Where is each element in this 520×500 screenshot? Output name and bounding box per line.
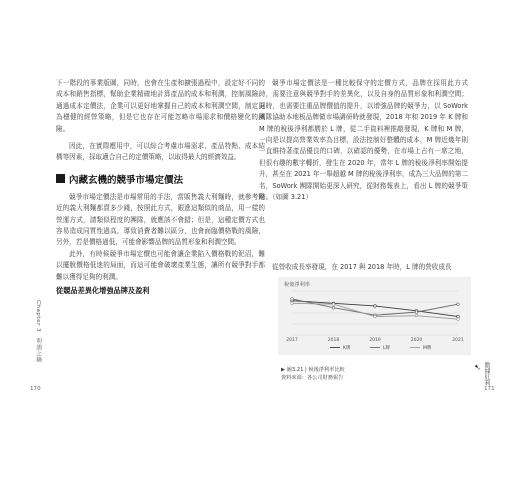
x-tick-label: 2017 (286, 338, 298, 343)
chart-caption-source: 資料來源：各公司財務報告 (281, 375, 344, 381)
left-paragraph-2: 因此，在實際應用中，可以綜合考慮市場需求、產品特點、成本結構等因素，採取適合自己的定價策略，以取得最大的經濟效益。 (56, 142, 265, 162)
line-chart (278, 277, 471, 355)
page-number-left: 170 (30, 386, 41, 392)
chart-caption-title: ▶ 圖3.21 | 稅後淨利率比較 (281, 367, 345, 373)
x-tick-label: 2019 (369, 338, 381, 343)
page-number-right: 171 (484, 386, 495, 392)
x-tick-label: 2018 (327, 338, 340, 343)
data-point (457, 315, 460, 318)
section-paragraph-2: 此外，有時候競爭市場定價也可能會讓企業陷入價格戰的泥沼，難以擺脫價格低迷的局面，而這可能會破壞產業生態，讓所有競爭對手都難以獲得足夠的利潤。 (56, 249, 265, 281)
legend-label: L牌 (383, 346, 391, 351)
book-side-label (473, 362, 491, 386)
chapter-side-label: Chapter 3 利潤之鑰 (35, 300, 41, 363)
chart-box (278, 277, 471, 355)
data-point (291, 302, 294, 305)
data-point (415, 314, 418, 317)
data-point (415, 311, 418, 314)
right-paragraph-1: 競爭市場定價法是一種比較保守的定價方式，品牌在採用此方式時，需要注意與競爭對手的差異化，以及自身的品質形象和利潤空間；同時，也需要注重品牌價值的提升，以增強品牌的競爭力，以 SoWork 團隊協助本地板品牌做市場調研時就發現，2018 年和 2019 年 K 牌和 M 牌的稅後淨利都勝於 L 牌，從二手資料裡推敲發現，K 牌和 M 牌，一向是以提高營業效率為目標，設法控制好整體的成本，M 牌近幾年則一直維持著產品優良的口碑，以確認的優勢，在市場上占有一席之地，但很有趣的數字轉折，發生在 2020 年，當年 L 牌的稅後淨利率開始提升，甚至在 2021 年一舉超越 M 牌的稅後淨利率，成為三大品牌的第二名，SoWork 團隊開始更深入研究，從財務報表上，看出 L 牌的競爭策略。（如圖 3.21） (259, 79, 468, 202)
data-point (332, 306, 335, 309)
x-tick-label: 2021 (452, 338, 464, 343)
section-title: 內藏玄機的競爭市場定價法 (69, 174, 184, 186)
data-point (457, 303, 460, 306)
legend-label: K牌 (343, 346, 351, 351)
right-paragraph-2: 從營收成長率發現，在 2017 與 2018 年時，L 牌的營收成長 (272, 263, 452, 271)
data-point (457, 318, 460, 321)
arrow-logo-icon: ➹ (473, 364, 482, 371)
book-side-text: 數據紅利 (483, 362, 490, 386)
left-paragraph-1: 下一階段的事業版圖，同時，也會在生產和擴張過程中，設定好不同的成本和銷售指標，幫助企業精確地計算產品的成本和利潤，控制風險。通過成本定價法，企業可以更好地掌握自己的成本和利潤空間，制定更為穩健的經營策略，但是它也存在可能忽略市場需求和價格變化的風險。 (56, 79, 265, 133)
legend-label: M牌 (423, 346, 432, 351)
chart-title: 稅後淨利率 (284, 282, 310, 288)
data-point (291, 298, 294, 301)
section-paragraph-1: 競爭市場定價法是市場常用的手法，當販售義大利麵時，就參考附近的義大利麵都賣多少錢，按照此方式，銀進這類似的商品，用一樣的營運方式，請類似程度的團隊，就應該不會錯；但是，這種定價方式也容易造成同質性過高，導致消費者難以區分，也會面臨價格戰的風險，另外，若是價格過低，可能會影響品牌的品質形象和利潤空間。 (56, 192, 265, 247)
x-tick-label: 2020 (410, 338, 423, 343)
subhead: 從競品差異化增強品牌及盈利 (56, 286, 150, 296)
data-point (374, 315, 377, 318)
data-point (374, 305, 377, 308)
chart-caption (281, 366, 345, 382)
square-bullet-icon (56, 174, 65, 183)
left-page (56, 78, 265, 388)
data-point (332, 303, 335, 306)
section-heading (56, 172, 265, 186)
